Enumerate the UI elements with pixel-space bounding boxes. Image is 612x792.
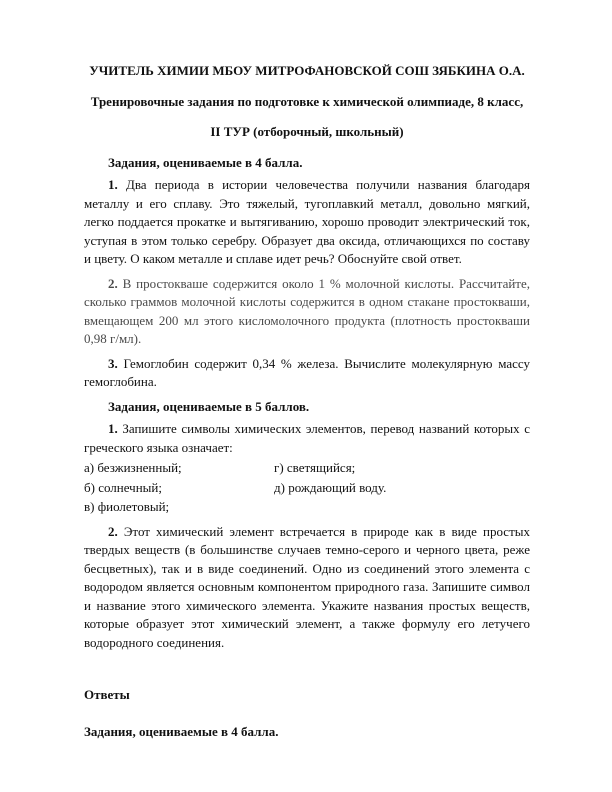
task-number: 3.: [108, 355, 118, 371]
document-page: [84, 62, 530, 741]
task-text: Этот химический элемент встречается в природе как в виде простых твердых веществ (в большинстве случаев темно-серого и черного цвета, реже бесцветных), так и в виде соединений. Одно из соединений этого элемента с водородом является основным компонентом природного газа. Запишите символ и название этого химического элемента. Укажите названия простых веществ, которые образует этот химический элемент, а также формулу его летучего водородного соединения.: [84, 523, 530, 650]
task-4-2: [84, 275, 530, 349]
task-text: Гемоглобин содержит 0,34 % железа. Вычислите молекулярную массу гемоглобина.: [84, 355, 530, 389]
section-5-points-title: Задания, оцениваемые в 5 баллов.: [108, 398, 310, 414]
option-v: в) фиолетовый;: [84, 499, 170, 514]
answers-section-4-title: Задания, оцениваемые в 4 балла.: [84, 723, 279, 739]
author-heading: УЧИТЕЛЬ ХИМИИ МБОУ МИТРОФАНОВСКОЙ СОШ ЗЯБКИНА О.А.: [89, 63, 525, 78]
option-g: г) светящийся;: [274, 460, 356, 475]
task-text: Запишите символы химических элементов, перевод названий которых с греческого языка означает:: [84, 421, 530, 455]
task-5-2: [84, 523, 530, 653]
option-a: а) безжизненный;: [84, 460, 182, 475]
task-text: В простокваше содержится около 1 % молочной кислоты. Рассчитайте, сколько граммов молочной кислоты содержится в одном стакане простокваши, вмещающем 200 мл этого кисломолочного продукта (плотность простокваши 0,98 г/мл).: [84, 275, 530, 346]
task-5-1: [84, 420, 530, 457]
task-number: 2.: [108, 275, 118, 291]
task-text: Два периода в истории человечества получили названия благодаря металлу и его сплаву. Это тяжелый, тугоплавкий металл, довольно мягкий, легко поддается прокатке и вытягиванию, хорошо проводит электрический ток, уступая в этом только серебру. Образует два оксида, отличающихся по составу и цвету. О каком металле и сплаве идет речь? Обоснуйте свой ответ.: [84, 177, 530, 266]
option-b: б) солнечный;: [84, 479, 162, 495]
answers-title: Ответы: [84, 687, 130, 702]
task-number: 1.: [108, 421, 118, 436]
spacer: [84, 658, 530, 686]
task-number: 2.: [108, 523, 118, 539]
document-title: Тренировочные задания по подготовке к химической олимпиаде, 8 класс,: [90, 93, 524, 109]
options-list: [84, 459, 530, 517]
option-d: д) рождающий воду.: [274, 479, 387, 495]
task-4-3: [84, 355, 530, 392]
task-4-1: [84, 176, 530, 269]
section-4-points-title: Задания, оцениваемые в 4 балла.: [108, 154, 303, 170]
tour-heading: II ТУР (отборочный, школьный): [210, 124, 404, 139]
task-number: 1.: [108, 177, 118, 192]
